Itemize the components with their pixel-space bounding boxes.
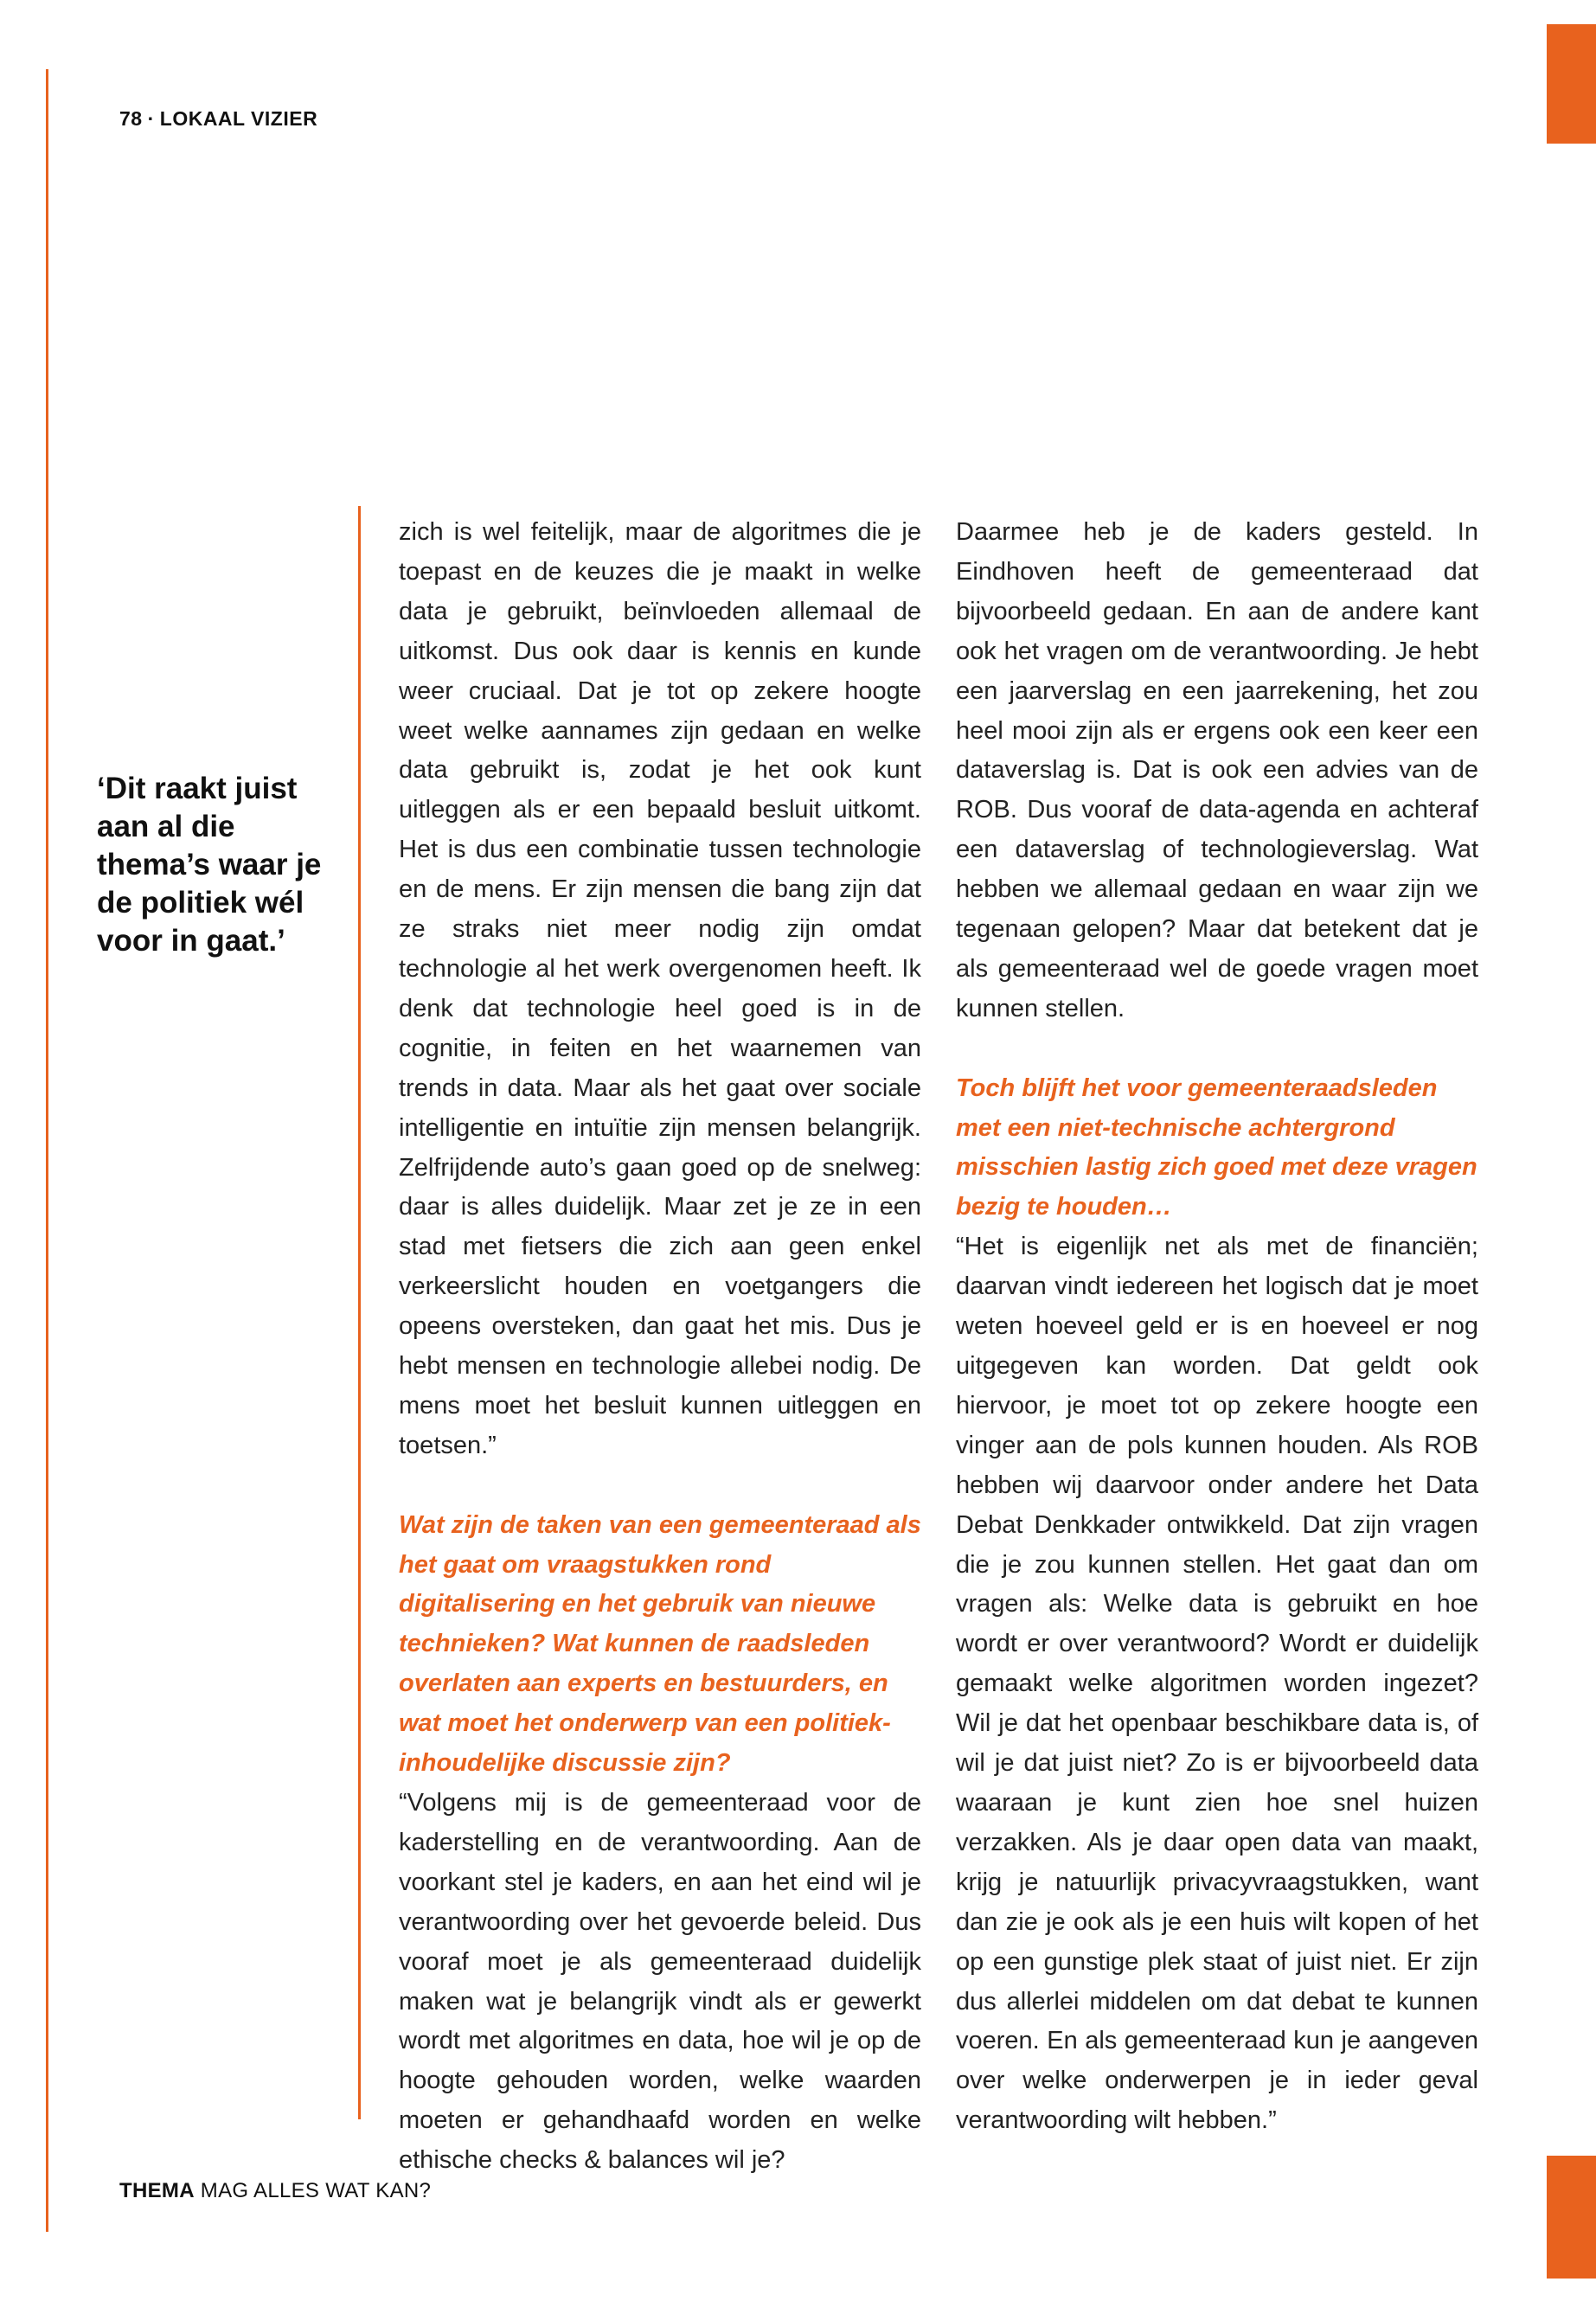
top-edge-tab [1547, 24, 1596, 144]
running-footer [119, 2179, 431, 2203]
body-paragraph: “Volgens mij is de gemeenteraad voor de kaderstelling en de verantwoording. Aan de voorkant stel je kaders, en aan het eind wil je verantwoording over het gevoerde beleid. Dus vooraf moet je als gemeenteraad duidelijk maken wat je belangrijk vindt als er gewerkt wordt met algoritmes en data, hoe wil je op de hoogte gehouden worden, welke waarden moeten er gehandhaafd worden en welke ethische checks & balances wil je? [399, 1788, 921, 2175]
running-header [119, 107, 317, 131]
text-column-1 [399, 513, 921, 2181]
column-rule [358, 506, 361, 2119]
separator-dot: · [147, 107, 155, 130]
body-paragraph: Daarmee heb je de kaders gesteld. In Eindhoven heeft de gemeenteraad dat bijvoorbeeld gedaan. En aan de andere kant ook het vragen om de verantwoording. Je hebt een jaarverslag en een jaarrekening, het zou heel mooi zijn als er ergens ook een keer een dataverslag is. Dat is ook een advies van de ROB. Dus vooraf de data-agenda en achteraf een dataverslag of technologieverslag. Wat hebben we allemaal gedaan en waar zijn we tegenaan gelopen? Maar dat betekent dat je als gemeenteraad wel de goede vragen moet kunnen stellen. [956, 518, 1478, 1022]
interview-question: Wat zijn de taken van een gemeenteraad als het gaat om vraagstukken rond digitalisering en het gebruik van nieuwe technieken? Wat kunnen de raadsleden overlaten aan experts en bestuurders, en wat moet het onderwerp van een politiek-inhoudelijke discussie zijn? [399, 1510, 921, 1778]
footer-title: MAG ALLES WAT KAN? [200, 2179, 432, 2202]
body-paragraph: “Het is eigenlijk net als met de financiën; daarvan vindt iedereen het logisch dat je moet weten hoeveel geld er is en hoeveel er nog uitgegeven kan worden. Dat geldt ook hiervoor, je moet tot op zekere hoogte een vinger aan de pols kunnen houden. Als ROB hebben wij daarvoor onder andere het Data Debat Denkkader ontwikkeld. Dat zijn vragen die je zou kunnen stellen. Het gaat dan om vragen als: Welke data is gebruikt en hoe wordt er over verantwoord? Wordt er duidelijk gemaakt welke algoritmen worden ingezet? Wil je dat het openbaar beschikbare data is, of wil je dat juist niet? Zo is er bijvoorbeeld data waaraan je kunt zien hoe snel huizen verzakken. Als je daar open data van maakt, krijg je natuurlijk privacyvraagstukken, want dan zie je ook als je een huis wilt kopen of het op een gunstige plek staat of juist niet. Er zijn dus allerlei middelen om dat debat te kunnen voeren. En als gemeenteraad kun je aangeven over welke onderwerpen je in ieder geval verantwoording wilt hebben.” [956, 1233, 1478, 2135]
text-column-2 [956, 513, 1478, 2141]
left-margin-rule [46, 69, 48, 2232]
magazine-title: LOKAAL VIZIER [159, 107, 318, 130]
page-number: 78 [119, 107, 143, 130]
footer-section: THEMA [119, 2179, 195, 2202]
interview-question: Toch blijft het voor gemeenteraadsleden met een niet-technische achtergrond misschien lastig zich goed met deze vragen bezig te houden… [956, 1074, 1477, 1221]
body-paragraph: zich is wel feitelijk, maar de algoritmes die je toepast en de keuzes die je maakt in welke data je gebruikt, beïnvloeden allemaal de uitkomst. Dus ook daar is kennis en kunde weer cruciaal. Dat je tot op zekere hoogte weet welke aannames zijn gedaan en welke data gebruikt is, zodat je het ook kunt uitleggen als er een bepaald besluit uitkomt. Het is dus een combinatie tussen technologie en de mens. Er zijn mensen die bang zijn dat ze straks niet meer nodig zijn omdat technologie al het werk overgenomen heeft. Ik denk dat technologie heel goed is in de cognitie, in feiten en het waarnemen van trends in data. Maar als het gaat over sociale intelligentie en intuïtie zijn mensen belangrijk. Zelfrijdende auto’s gaan goed op de snelweg: daar is alles duidelijk. Maar zet je ze in een stad met fietsers die zich aan geen enkel verkeerslicht houden en voetgangers die opeens oversteken, dan gaat het mis. Dus je hebt mensen en technologie allebei nodig. De mens moet het besluit kunnen uitleggen en toetsen.” [399, 518, 921, 1459]
pull-quote: ‘Dit raakt juist aan al die thema’s waar je de politiek wél voor in gaat.’ [97, 772, 322, 958]
bottom-edge-tab [1547, 2156, 1596, 2279]
